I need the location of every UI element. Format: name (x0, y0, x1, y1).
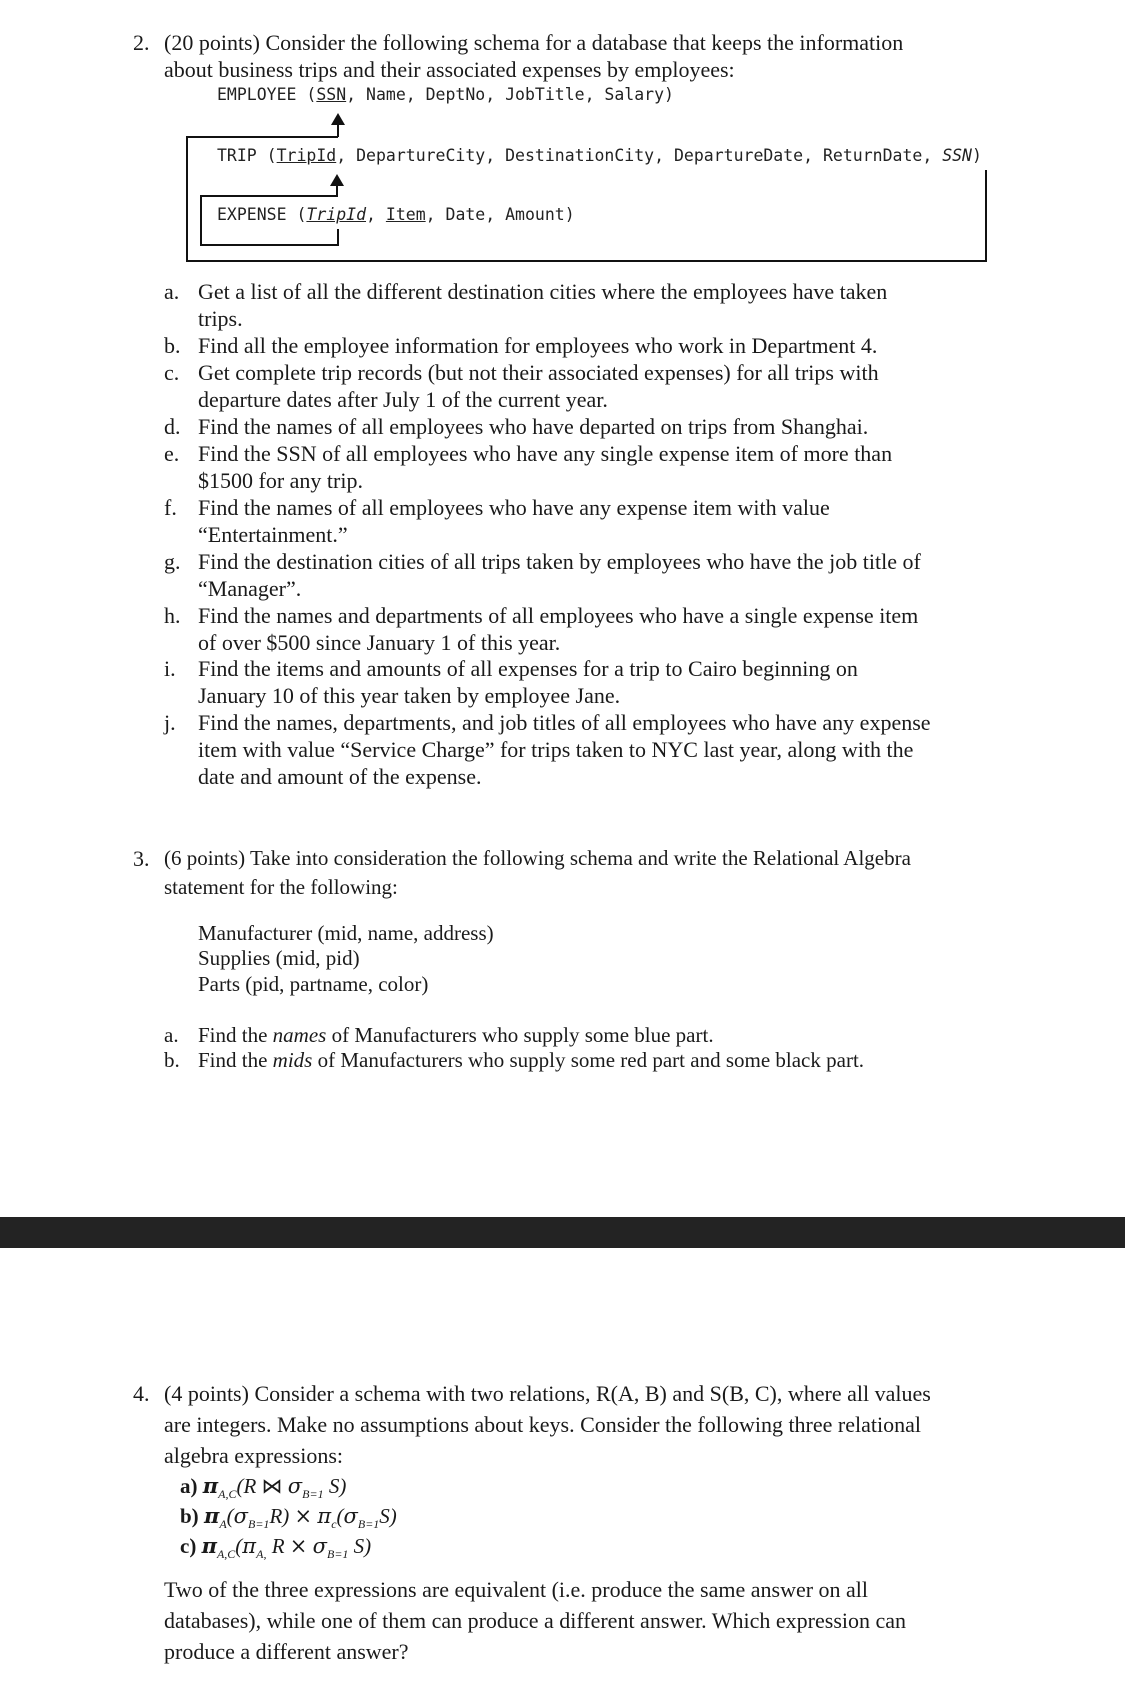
q2-item-line: date and amount of the expense. (198, 764, 482, 789)
q3-schema-line: Supplies (mid, pid) (198, 946, 360, 970)
q2-item-line: Find the destination cities of all trips taken by employees who have the job title of (198, 549, 921, 574)
q2-item-line: item with value “Service Charge” for trips taken to NYC last year, along with the (198, 737, 914, 762)
q2-item-line: Find the names of all employees who have departed on trips from Shanghai. (198, 414, 869, 439)
fk-line-bottom (186, 260, 987, 262)
fk-line-left (186, 136, 188, 262)
arrow-up-icon (330, 174, 344, 186)
q4-closing-line: produce a different answer? (164, 1639, 409, 1664)
q2-item-label: h. (164, 603, 181, 628)
q2-item-line: Get complete trip records (but not their associated expenses) for all trips with (198, 360, 879, 385)
q3-item-b: Find the mids of Manufacturers who supply some red part and some black part. (198, 1048, 865, 1072)
q2-item-line: Get a list of all the different destination cities where the employees have taken (198, 279, 888, 304)
q2-item-line: $1500 for any trip. (198, 468, 363, 493)
q2-item-label: c. (164, 360, 180, 385)
q2-intro-line1: (20 points) Consider the following schema for a database that keeps the information (164, 30, 904, 55)
q2-item-label: j. (164, 710, 176, 735)
q4-line: (4 points) Consider a schema with two relations, R(A, B) and S(B, C), where all values (164, 1381, 931, 1406)
q2-item-label: e. (164, 441, 180, 466)
q2-item-line: Find the SSN of all employees who have any single expense item of more than (198, 441, 893, 466)
q4-number: 4. (133, 1381, 150, 1406)
q3-item-a: Find the names of Manufacturers who supply some blue part. (198, 1023, 714, 1047)
q3-intro-line2: statement for the following: (164, 875, 398, 899)
q2-item-line: “Manager”. (198, 576, 302, 601)
q4-expression-b: b) $\pi_A(\sigma_{B=1}R) \times \pi_c(\sigma_{B=1}S)$ (180, 1503, 397, 1532)
q3-item-label: b. (164, 1048, 180, 1072)
q2-item-line: “Entertainment.” (198, 522, 348, 547)
schema-expense: EXPENSE (TripId, Item, Date, Amount) (217, 205, 575, 224)
q4-line: algebra expressions: (164, 1443, 343, 1468)
q2-item-line: departure dates after July 1 of the current year. (198, 387, 608, 412)
q2-item-label: d. (164, 414, 181, 439)
q2-item-label: b. (164, 333, 181, 358)
q2-item-line: Find the names and departments of all employees who have a single expense item (198, 603, 919, 628)
q4-closing-line: Two of the three expressions are equivalent (i.e. produce the same answer on all (164, 1577, 869, 1602)
q4-expression-a: a) $\pi_{A,C}(R$ ⋈ $\sigma_{B=1}$ S) (180, 1473, 347, 1502)
fk-line-right (985, 170, 987, 262)
q3-schema-line: Parts (pid, partname, color) (198, 972, 429, 996)
q2-item-line: January 10 of this year taken by employee Jane. (198, 683, 621, 708)
q4-expression-c: c) $\pi_{A,C}(\pi_{A,}$ $R \times \sigma_{B=1}$ S) (180, 1533, 372, 1562)
q4-line: are integers. Make no assumptions about keys. Consider the following three relational (164, 1412, 921, 1437)
fk-line-top (186, 136, 338, 138)
fk2-line-left (200, 195, 202, 246)
q4-closing-line: databases), while one of them can produce a different answer. Which expression can (164, 1608, 907, 1633)
q2-item-line: of over $500 since January 1 of this year. (198, 630, 561, 655)
q2-item-line: Find the names of all employees who have any expense item with value (198, 495, 830, 520)
q2-item-line: Find the items and amounts of all expenses for a trip to Cairo beginning on (198, 656, 858, 681)
q2-item-label: f. (164, 495, 177, 520)
q3-schema-line: Manufacturer (mid, name, address) (198, 921, 494, 945)
fk2-line-bottom (200, 244, 339, 246)
q2-item-label: g. (164, 549, 181, 574)
q2-item-line: Find all the employee information for employees who work in Department 4. (198, 333, 878, 358)
page-divider-band (0, 1217, 1125, 1248)
arrow-up-icon (331, 113, 345, 125)
q2-item-line: Find the names, departments, and job titles of all employees who have any expense (198, 710, 931, 735)
q2-item-label: i. (164, 656, 176, 681)
fk2-line-top (200, 195, 338, 197)
q2-intro-line2: about business trips and their associated expenses by employees: (164, 57, 735, 82)
schema-employee: EMPLOYEE (SSN, Name, DeptNo, JobTitle, Salary) (217, 85, 674, 104)
q2-number: 2. (133, 30, 150, 55)
q3-intro-line1: (6 points) Take into consideration the following schema and write the Relational Algebra (164, 846, 911, 870)
q2-item-line: trips. (198, 306, 243, 331)
q3-item-label: a. (164, 1023, 179, 1047)
schema-trip: TRIP (TripId, DepartureCity, DestinationCity, DepartureDate, ReturnDate, SSN) (217, 146, 982, 165)
q3-number: 3. (133, 846, 150, 871)
q2-item-label: a. (164, 279, 180, 304)
